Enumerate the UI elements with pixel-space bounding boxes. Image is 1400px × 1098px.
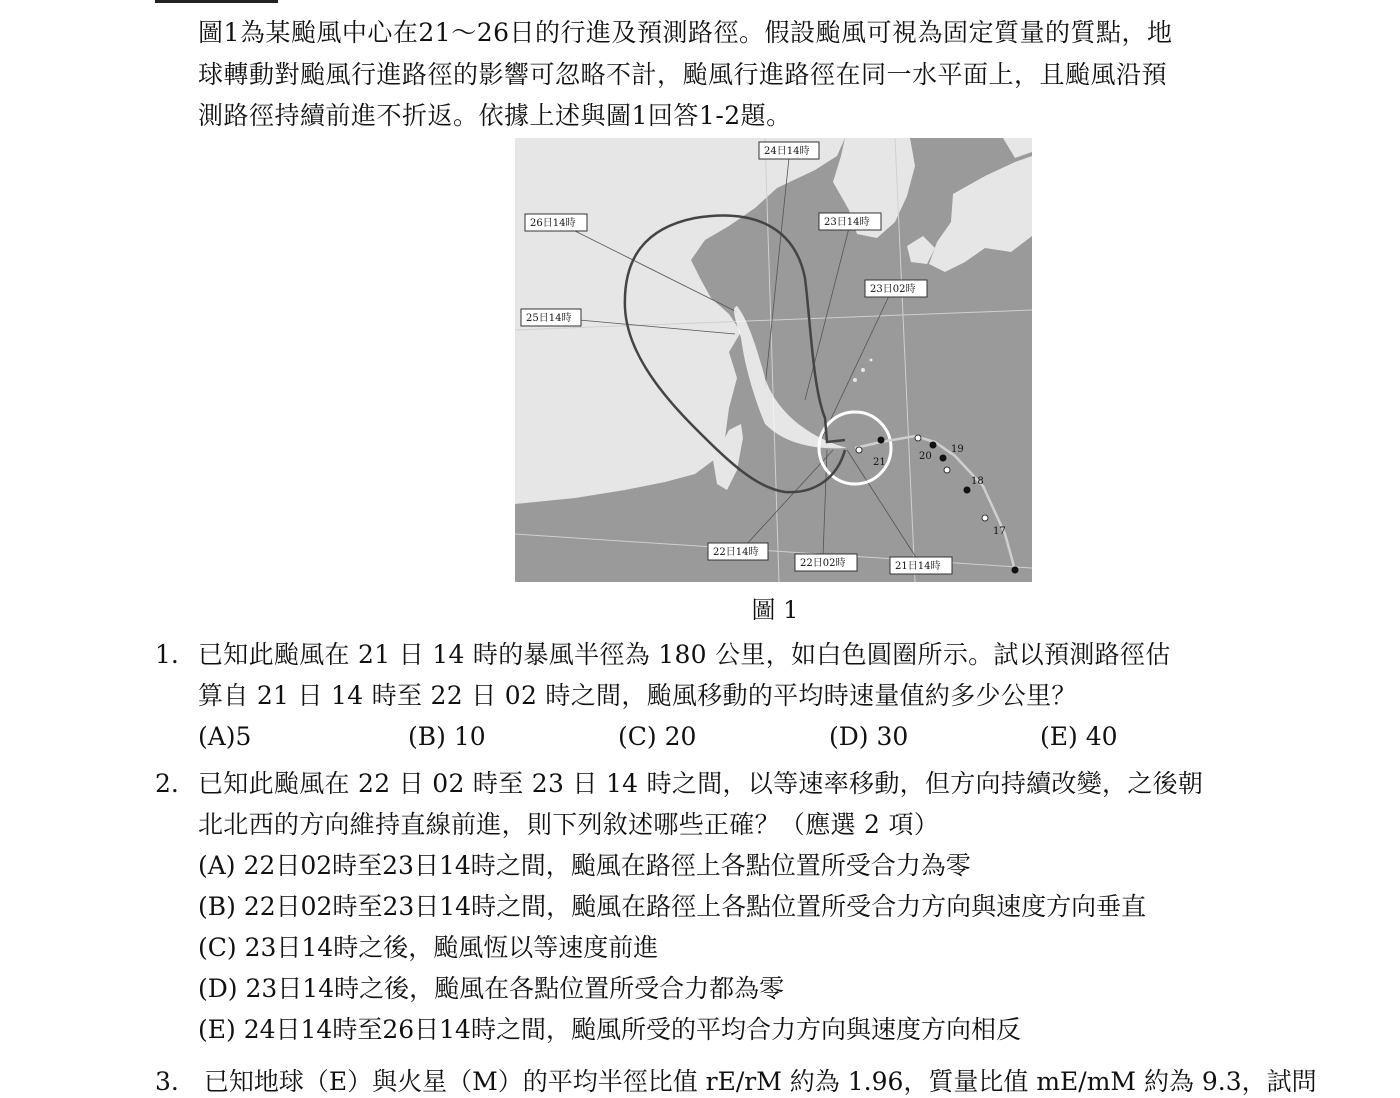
intro-paragraph (198, 12, 1258, 137)
svg-text:25日14時: 25日14時 (526, 313, 572, 324)
label-21-14 (890, 557, 952, 574)
svg-text:21日14時: 21日14時 (895, 561, 941, 572)
question-2 (155, 763, 1265, 1050)
svg-text:26日14時: 26日14時 (530, 218, 576, 229)
question-3-partial: 3. 已知地球（E）與火星（M）的平均半徑比值 rE/rM 約為 1.96，質量比值 mE/mM 約為 9.3，試問 (155, 1067, 1317, 1096)
q2-option-e[interactable]: (E) 24日14時至26日14時之間，颱風所受的平均合力方向與速度方向相反 (198, 1015, 1021, 1044)
day-mark-17: 17 (993, 526, 1006, 537)
q2-option-a[interactable]: (A) 22日02時至23日14時之間，颱風在路徑上各點位置所受合力為零 (198, 851, 971, 880)
typhoon-track-map (515, 138, 1032, 582)
label-24-14 (759, 142, 819, 159)
svg-text:23日02時: 23日02時 (870, 284, 916, 295)
figure-caption: 圖 1 (751, 596, 799, 624)
label-23-02 (865, 280, 927, 297)
label-25-14 (521, 309, 581, 326)
intro-line-1: 圖1為某颱風中心在21～26日的行進及預測路徑。假設颱風可視為固定質量的質點，地 (198, 18, 1173, 47)
q2-option-b[interactable]: (B) 22日02時至23日14時之間，颱風在路徑上各點位置所受合力方向與速度方向垂直 (198, 892, 1147, 921)
question-2-line-2: 北北西的方向維持直線前進，則下列敘述哪些正確？（應選 2 項） (198, 810, 940, 839)
q1-option-b[interactable]: (B) 10 (408, 722, 486, 751)
question-number: 1. (155, 640, 179, 669)
svg-text:24日14時: 24日14時 (764, 146, 810, 157)
svg-text:22日14時: 22日14時 (713, 547, 759, 558)
label-22-14 (708, 543, 768, 560)
question-2-line-1: 已知此颱風在 22 日 02 時至 23 日 14 時之間，以等速率移動，但方向持續改變，之後朝 (198, 769, 1204, 798)
q2-option-d[interactable]: (D) 23日14時之後，颱風在各點位置所受合力都為零 (198, 974, 785, 1003)
question-1-line-2: 算自 21 日 14 時至 22 日 02 時之間，颱風移動的平均時速量值約多少公里？ (198, 681, 1077, 710)
question-1-line-1: 已知此颱風在 21 日 14 時的暴風半徑為 180 公里，如白色圓圈所示。試以預測路徑估 (198, 640, 1171, 669)
question-1-options (155, 716, 1265, 760)
day-mark-21: 21 (873, 457, 886, 468)
q1-option-d[interactable]: (D) 30 (829, 722, 909, 751)
question-number: 2. (155, 769, 179, 798)
q1-option-c[interactable]: (C) 20 (618, 722, 697, 751)
q1-option-e[interactable]: (E) 40 (1040, 722, 1118, 751)
intro-line-3: 測路徑持續前進不折返。依據上述與圖1回答1-2題。 (198, 101, 792, 130)
day-mark-20: 20 (919, 451, 932, 462)
day-mark-18: 18 (971, 476, 984, 487)
q2-option-c[interactable]: (C) 23日14時之後，颱風恆以等速度前進 (198, 933, 659, 962)
intro-line-2: 球轉動對颱風行進路徑的影響可忽略不計，颱風行進路徑在同一水平面上，且颱風沿預 (198, 59, 1168, 89)
day-mark-19: 19 (951, 444, 964, 455)
top-rule (155, 0, 278, 3)
label-26-14 (525, 214, 587, 231)
label-23-14 (819, 213, 881, 230)
svg-text:22日02時: 22日02時 (800, 558, 846, 569)
q1-option-a[interactable]: (A)5 (198, 722, 252, 751)
question-1 (155, 634, 1265, 760)
svg-text:23日14時: 23日14時 (824, 217, 870, 228)
label-22-02 (795, 554, 857, 571)
